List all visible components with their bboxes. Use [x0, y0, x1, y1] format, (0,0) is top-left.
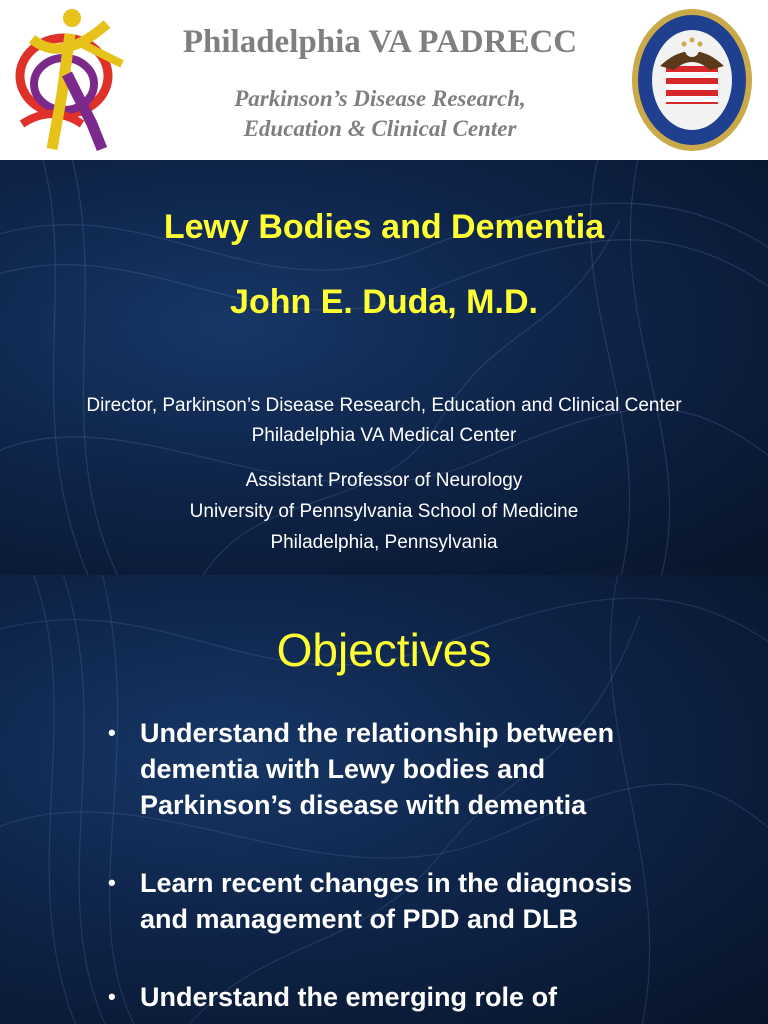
affiliation-line: Assistant Professor of Neurology	[245, 470, 523, 491]
va-seal-icon	[630, 6, 754, 154]
objectives-title: Objectives	[276, 624, 492, 676]
header-subtitle	[140, 84, 620, 144]
presentation-title: Lewy Bodies and Dementia	[163, 208, 605, 246]
bullet-marker: •	[108, 984, 116, 1009]
header-subtitle-line: Parkinson’s Disease Research,	[234, 86, 526, 111]
list-item-line: Parkinson’s disease with dementia	[140, 790, 587, 820]
title-slide	[0, 160, 768, 575]
list-item-line: dementia with Lewy bodies and	[140, 754, 546, 784]
presenter-name: John E. Duda, M.D.	[230, 283, 538, 321]
header-subtitle-line: Education & Clinical Center	[243, 116, 517, 141]
affiliation-line: Director, Parkinson’s Disease Research, Education and Clinical Center	[86, 395, 682, 416]
list-item	[108, 865, 728, 937]
bullet-marker: •	[108, 870, 116, 895]
list-item-line: Learn recent changes in the diagnosis	[140, 868, 633, 898]
affiliation-block	[0, 391, 768, 451]
affiliation-line: Philadelphia VA Medical Center	[251, 425, 517, 446]
list-item	[108, 979, 728, 1015]
objectives-slide	[0, 575, 768, 1024]
list-item-line: and management of PDD and DLB	[140, 904, 579, 934]
header-banner	[0, 0, 768, 160]
list-item	[108, 715, 728, 823]
bullet-marker: •	[108, 720, 116, 745]
affiliation-line: Philadelphia, Pennsylvania	[270, 532, 498, 553]
affiliation-line: University of Pennsylvania School of Medicine	[189, 501, 579, 522]
list-item-line: Understand the relationship between	[140, 718, 615, 748]
objectives-list	[108, 715, 728, 1024]
academic-affiliation-block	[0, 465, 768, 558]
list-item-line: Understand the emerging role of	[140, 982, 558, 1012]
padrecc-logo-icon	[12, 4, 130, 156]
header-title: Philadelphia VA PADRECC	[182, 24, 578, 60]
